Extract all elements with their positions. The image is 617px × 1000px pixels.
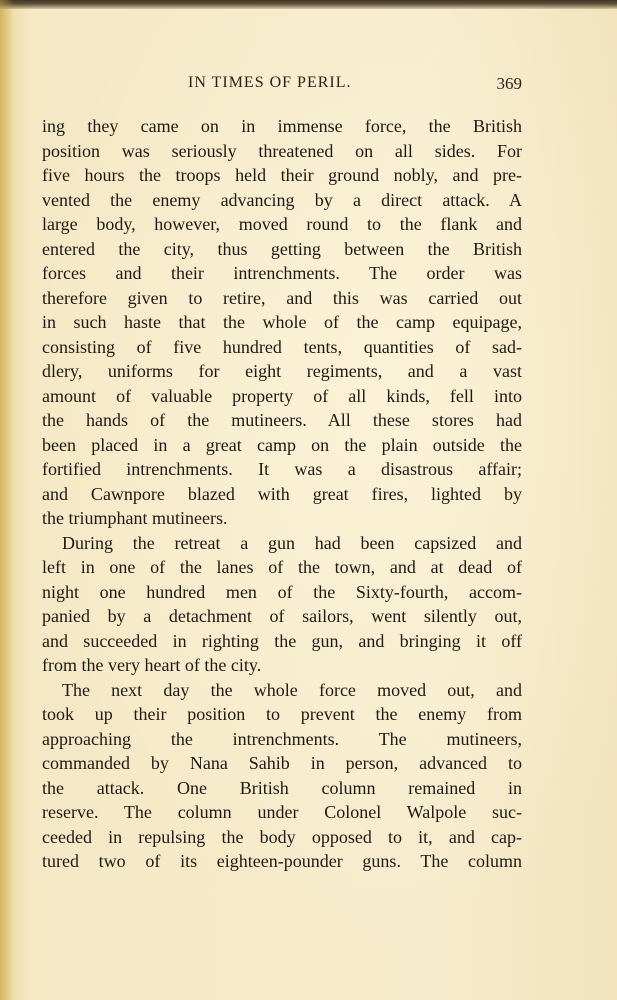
text-line: night one hundred men of the Sixty-fourth, accom-	[42, 581, 522, 602]
text-line: commanded by Nana Sahib in person, advanced to	[42, 753, 522, 773]
text-line: consisting of five hundred tents, quantities of sad-	[42, 336, 522, 357]
text-line: dlery, uniforms for eight regiments, and a vast	[42, 361, 522, 381]
text-line: position was seriously threatened on all sides. For	[42, 140, 522, 161]
text-line: approaching the intrenchments. The mutineers,	[42, 728, 522, 749]
text-line: tured two of its eighteen-pounder guns. The column	[42, 851, 522, 871]
text-line: fortified intrenchments. It was a disastrous affair;	[42, 459, 522, 479]
text-line: five hours the troops held their ground nobly, and pre-	[42, 165, 522, 185]
text-line: took up their position to prevent the enemy from	[42, 704, 522, 724]
page-number: 369	[496, 74, 522, 93]
text-line: therefore given to retire, and this was carried out	[42, 287, 522, 308]
text-line: panied by a detachment of sailors, went silently out,	[42, 606, 522, 626]
text-line: and Cawnpore blazed with great fires, lighted by	[42, 483, 522, 504]
text-line: amount of valuable property of all kinds, fell into	[42, 385, 522, 406]
running-head: IN TIMES OF PERIL.	[188, 74, 352, 91]
page-top-edge	[0, 0, 617, 9]
paragraph-end-line: the triumphant mutineers.	[42, 508, 228, 528]
text-line: ceeded in repulsing the body opposed to it, and cap-	[42, 826, 522, 847]
paragraph-end-line: from the very heart of the city.	[42, 655, 262, 675]
paragraph-start-line: During the retreat a gun had been capsized and	[62, 532, 522, 553]
page-header	[42, 74, 522, 98]
text-line: large body, however, moved round to the flank and	[42, 214, 522, 234]
body-text	[42, 114, 522, 874]
text-line: entered the city, thus getting between the British	[42, 238, 522, 259]
page-binding-shadow	[0, 0, 14, 1000]
text-line: in such haste that the whole of the camp equipage,	[42, 312, 522, 332]
text-line: been placed in a great camp on the plain outside the	[42, 434, 522, 455]
text-line: ing they came on in immense force, the British	[42, 116, 522, 136]
text-line: the attack. One British column remained in	[42, 777, 522, 798]
text-line: forces and their intrenchments. The order was	[42, 263, 522, 283]
text-line: reserve. The column under Colonel Walpole suc-	[42, 802, 522, 822]
text-line: and succeeded in righting the gun, and bringing it off	[42, 630, 522, 651]
paragraph-start-line: The next day the whole force moved out, and	[62, 679, 522, 700]
text-line: vented the enemy advancing by a direct attack. A	[42, 189, 522, 210]
text-line: the hands of the mutineers. All these stores had	[42, 410, 522, 430]
text-line: left in one of the lanes of the town, and at dead of	[42, 557, 522, 577]
